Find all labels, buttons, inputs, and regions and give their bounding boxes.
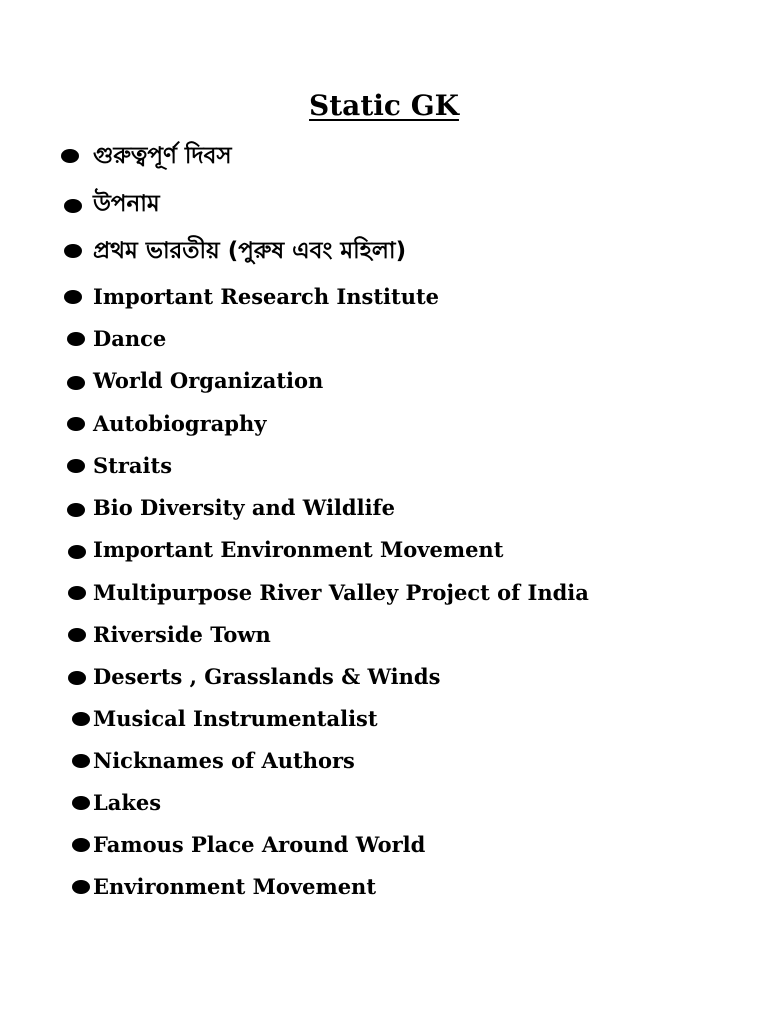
- topic-label: Important Research Institute: [93, 284, 440, 309]
- bullet-dot-icon: [67, 332, 85, 346]
- list-item: [0, 235, 700, 267]
- list-item: [0, 661, 700, 693]
- topic-label: Straits: [93, 453, 173, 478]
- bullet-dot-icon: [72, 712, 90, 726]
- bullet-dot-icon: [64, 290, 82, 304]
- topic-label: Famous Place Around World: [93, 832, 426, 857]
- topic-label: Multipurpose River Valley Project of India: [93, 580, 589, 605]
- bullet-dot-icon: [67, 459, 85, 473]
- topic-label: World Organization: [93, 368, 324, 393]
- bullet-dot-icon: [68, 586, 86, 600]
- list-item: [0, 281, 700, 313]
- list-item: [0, 829, 700, 861]
- topic-label: প্রথম ভারতীয় (পুরুষ এবং মহিলা): [93, 238, 407, 264]
- list-item: [0, 450, 700, 482]
- topic-label: Important Environment Movement: [93, 537, 504, 562]
- list-item: [0, 534, 700, 566]
- topic-label: Bio Diversity and Wildlife: [93, 495, 395, 520]
- topic-label: Nicknames of Authors: [93, 748, 355, 773]
- list-item: [0, 140, 700, 172]
- list-item: [0, 787, 700, 819]
- bullet-dot-icon: [72, 754, 90, 768]
- list-item: [0, 365, 700, 397]
- bullet-dot-icon: [68, 545, 86, 559]
- bullet-dot-icon: [67, 376, 85, 390]
- page-title-text: Static GK: [309, 89, 459, 122]
- bullet-dot-icon: [72, 796, 90, 810]
- topic-label: গুরুত্বপূর্ণ দিবস: [93, 143, 232, 169]
- list-item: [0, 577, 700, 609]
- bullet-dot-icon: [68, 628, 86, 642]
- bullet-dot-icon: [72, 838, 90, 852]
- list-item: [0, 492, 700, 524]
- list-item: [0, 323, 700, 355]
- bullet-dot-icon: [67, 503, 85, 517]
- page-title: [0, 86, 768, 126]
- topic-label: উপনাম: [93, 191, 160, 217]
- bullet-dot-icon: [64, 244, 82, 258]
- bullet-dot-icon: [68, 671, 86, 685]
- topic-label: Dance: [93, 326, 167, 351]
- bullet-dot-icon: [61, 149, 79, 163]
- list-item: [0, 188, 700, 220]
- list-item: [0, 408, 700, 440]
- bullet-dot-icon: [72, 880, 90, 894]
- list-item: [0, 745, 700, 777]
- bullet-dot-icon: [64, 199, 82, 213]
- topic-label: Lakes: [93, 790, 162, 815]
- topic-label: Musical Instrumentalist: [93, 706, 378, 731]
- bullet-dot-icon: [67, 417, 85, 431]
- topic-label: Deserts , Grasslands & Winds: [93, 664, 441, 689]
- topic-label: Riverside Town: [93, 622, 271, 647]
- topic-label: Autobiography: [93, 411, 267, 436]
- list-item: [0, 703, 700, 735]
- topic-label: Environment Movement: [93, 874, 377, 899]
- list-item: [0, 619, 700, 651]
- list-item: [0, 871, 700, 903]
